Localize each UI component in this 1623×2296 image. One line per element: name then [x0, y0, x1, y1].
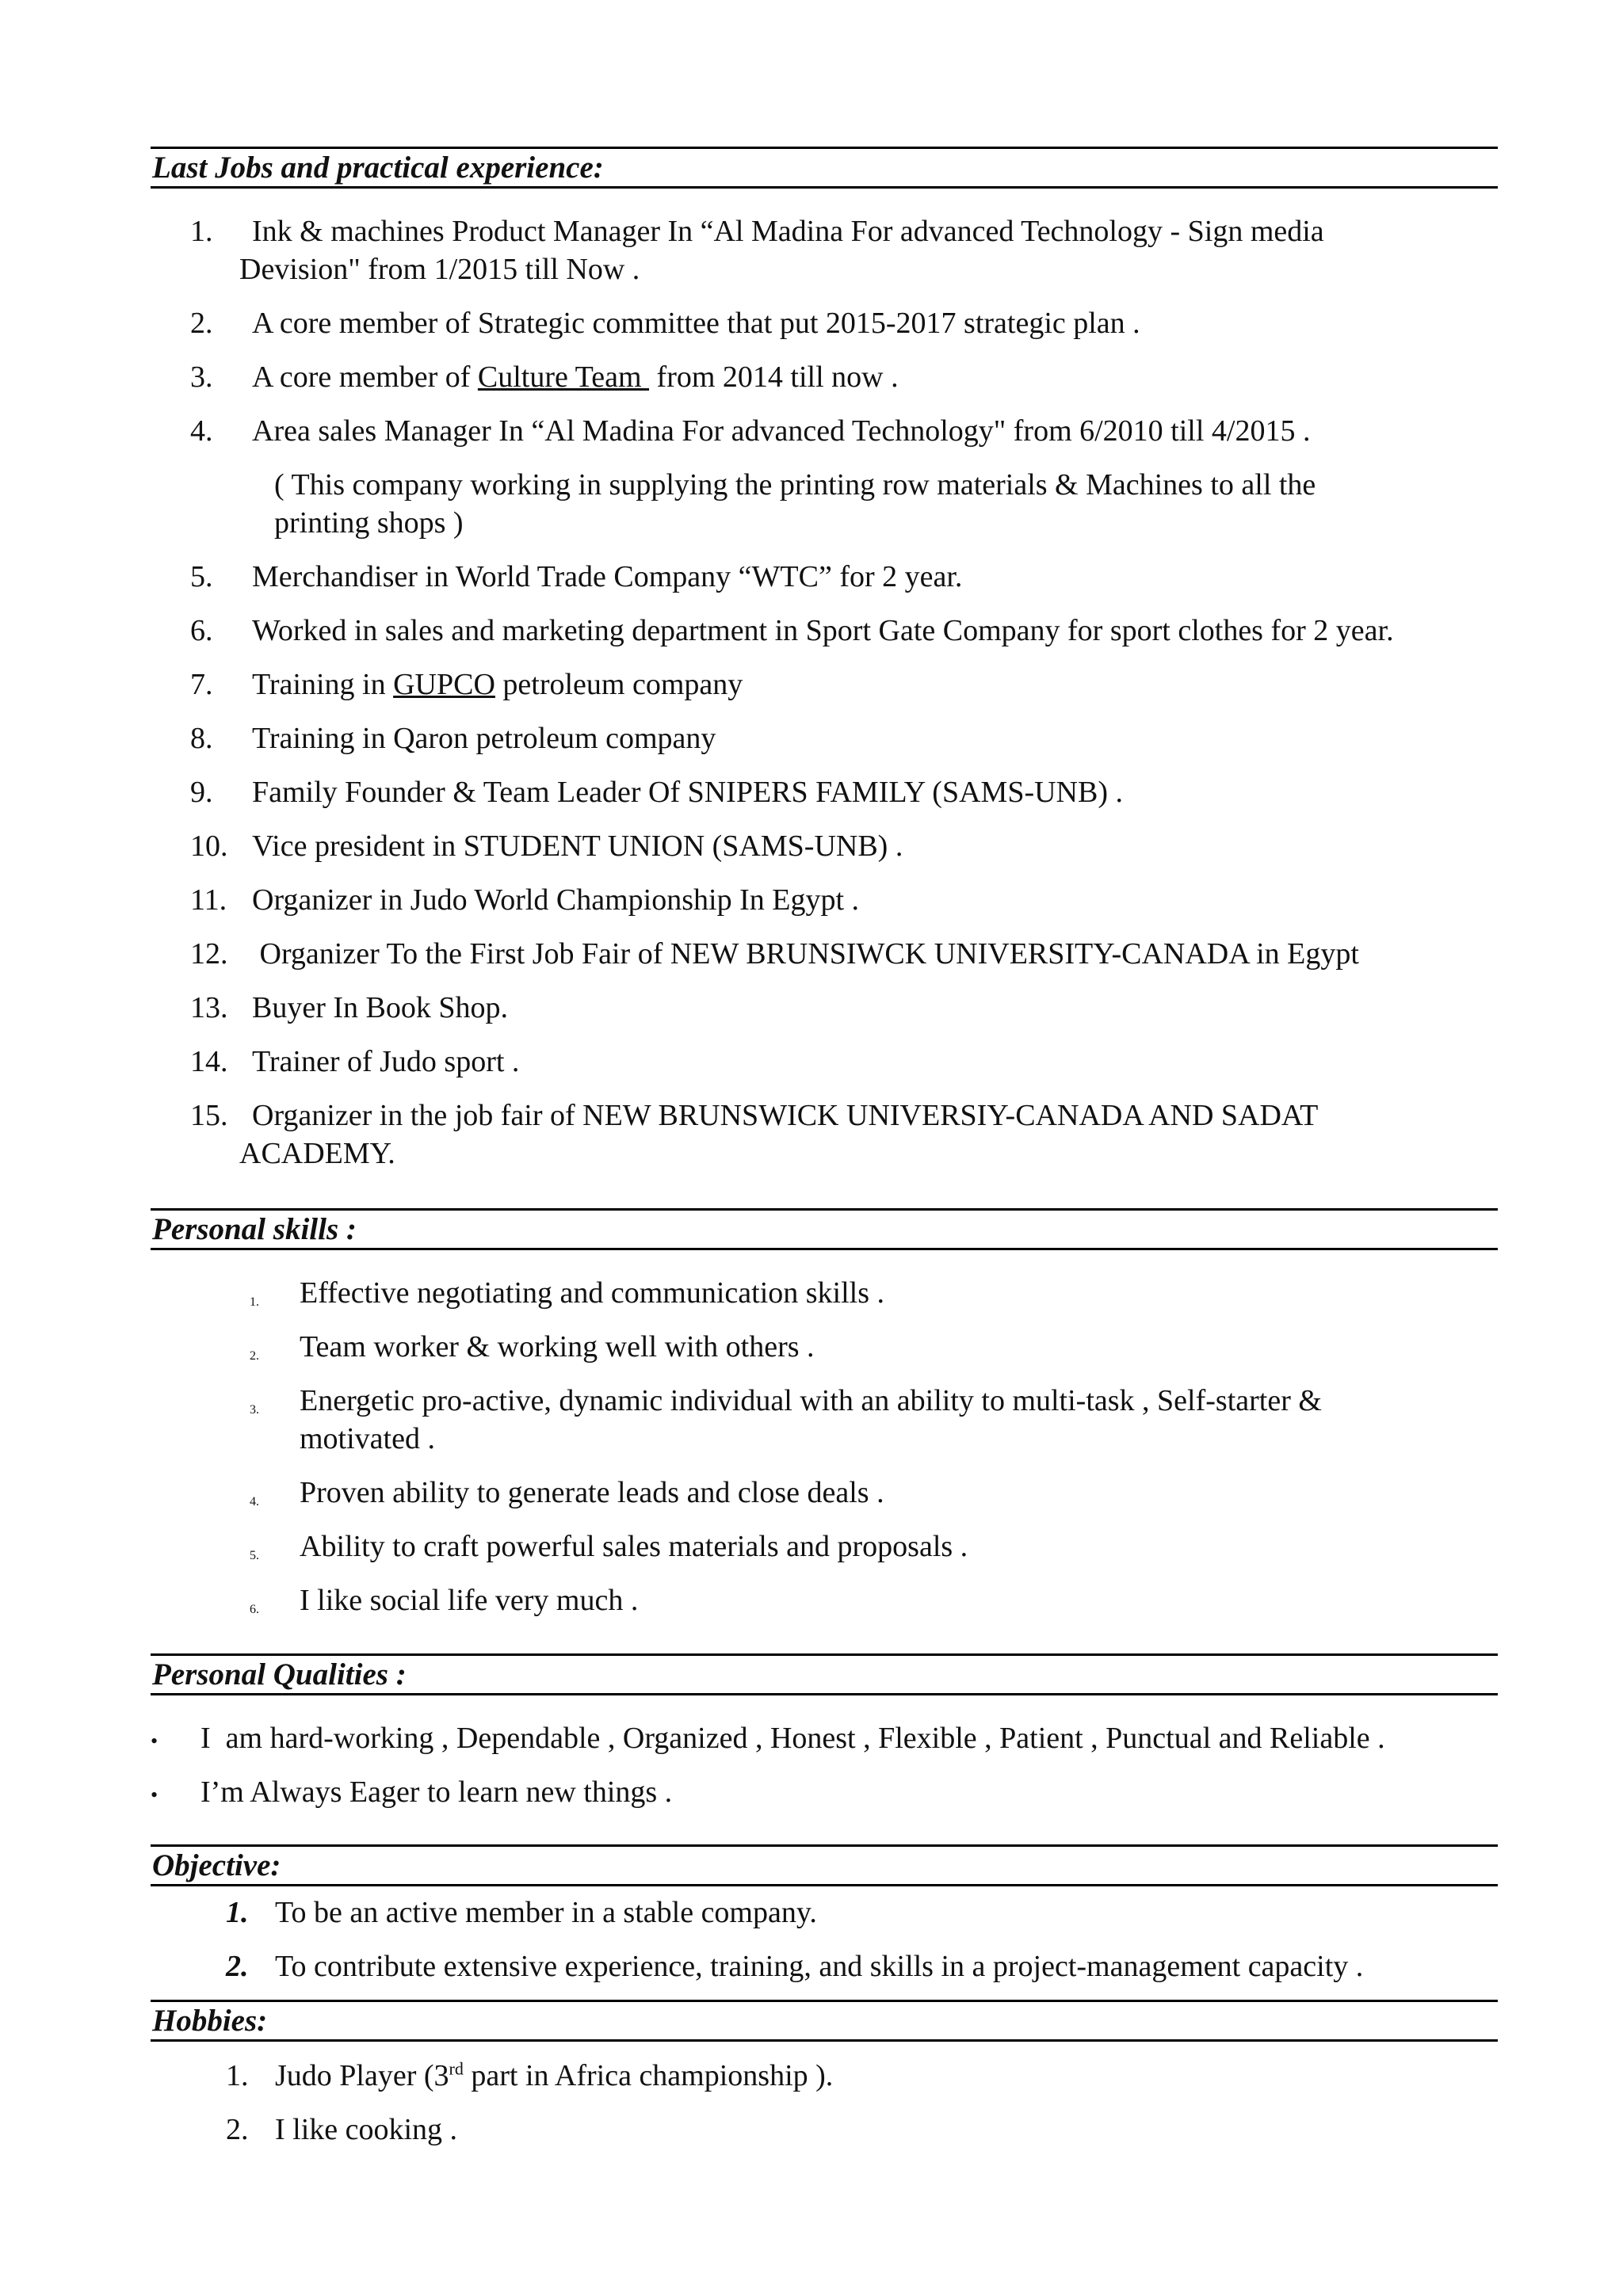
gupco-link[interactable]: GUPCO: [393, 668, 495, 701]
section-heading: Last Jobs and practical experience:: [151, 147, 1498, 189]
qualities-section: [151, 1653, 1498, 1695]
bullet-icon: •: [151, 1730, 158, 1753]
section-heading: Personal skills :: [151, 1208, 1498, 1250]
objective-section: [151, 1844, 1498, 1886]
section-heading: Personal Qualities :: [151, 1653, 1498, 1695]
culture-team-link[interactable]: Culture Team: [477, 360, 650, 394]
hobbies-section: [151, 2000, 1498, 2042]
section-heading: Objective:: [151, 1844, 1498, 1886]
section-heading: Hobbies:: [151, 2000, 1498, 2042]
skills-section: [151, 1208, 1498, 1250]
jobs-section: [151, 147, 1498, 189]
resume-page: Last Jobs and practical experience: 1. Ink & machines Product Manager In “Al Madina For advanced Technology - Sign media Devision" from 1/2015 till Now . 2. A core member of Strategic committee that put 2015-2017 strategic plan . 3. A core member of Culture Team from 2014 till now . 4. Area sales Manager In “Al Madina For advanced Technology" from 6/2010 till 4/2015 . ( This company working in supplying the printing row materials & Machines to all the printing shops ) 5. Merchandiser in World Trade Company “WTC” for 2 year. 6. Worked in sales and marketing department in Sport Gate Company for sport clothes for 2 year. 7. Training in GUPCO petroleum company 8. Training in Qaron petroleum company 9. Family Founder & Team Leader Of SNIPERS FAMILY (SAMS-UNB) . 10. Vice president in STUDENT UNION (SAMS-UNB) . 11. Organizer in Judo World Championship In Egypt . 12. Organizer To the First Job Fair of NEW BRUNSIWCK UNIVERSITY-CANADA in Egypt 13. Buyer In Book Shop. 14. Trainer of Judo sport . 15. Organizer in the job fair of NEW BRUNSWICK UNIVERSIY-CANADA AND SADAT ACADEMY. Personal skills : 1. Effective negotiating and communication skills . 2. Team worker & working well with others . 3. Energetic pro-active, dynamic individual with an ability to multi-task , Self-starter & motivated . 4. Proven ability to generate leads and close deals . 5. Ability to craft powerful sales materials and proposals . 6. I like social life very much . Personal Qualities : • I am hard-working , Dependable , Organized , Honest , Flexible , Patient , Punctual and Reliable . • I’m Always Eager to learn new things . Objective: 1. To be an active member in a stable company. 2. To contribute extensive experience, training, and skills in a project-management capacity . Hobbies: 1. Judo Player (3rd part in Africa championship ). 2. I like cooking .: [0, 0, 1623, 2296]
bullet-icon: •: [151, 1783, 158, 1806]
